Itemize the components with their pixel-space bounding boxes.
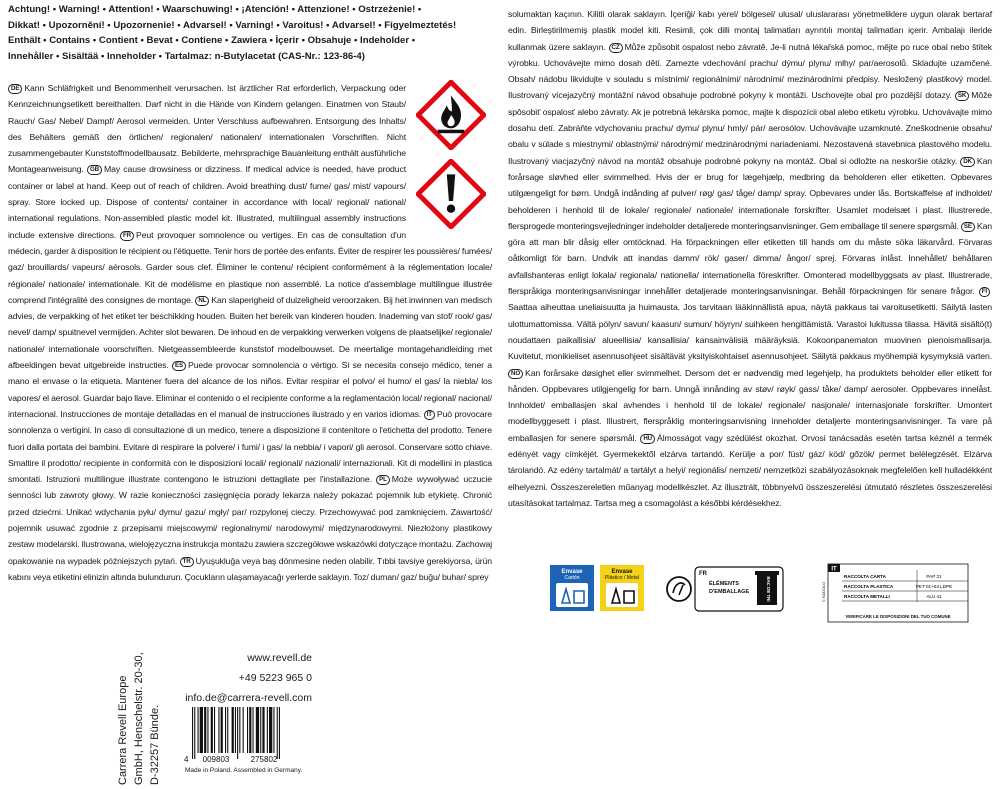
phone-number: +49 5223 965 0 bbox=[238, 672, 312, 684]
it-row-label: RACCOLTA METALLI bbox=[844, 594, 890, 599]
language-paragraph: Può provocare sonnolenza o vertigini. In caso di consultazione di un medico, tenere a disposizione il contenitore o l'etichetta del prodotto. Tenere fuori dalla portata dei bambini. Evitare di respirare la polvere/ i fumi/ i gas/ la nebbia/ i vapori/ gli aerosol. Conservare sotto chiave. Smaltire il prodotto/ recipiente in conformità con le disposizioni locali/ regionali/ nazionali/ internazionali. Kit di modellini in plastica smontati. Istruzioni multilingue illustrate contengono le istruzioni dettagliate per l'installazione. bbox=[8, 408, 492, 485]
made-in-note: Made in Poland. Assembled in Germany. bbox=[185, 767, 303, 774]
language-code-badge: DK bbox=[960, 157, 975, 167]
language-code-badge: CZ bbox=[609, 43, 623, 53]
language-paragraph: Álmosságot vagy szédülést okozhat. Orvosi tanácsadás esetén tartsa kéznél a termék edényét vagy címkéjét. Gyermekektől elzárva tartandó. Kerülje a por/ füst/ gáz/ köd/ gőzök/ permet belélegzését. Elzárva tárolandó. Az edény tartalmát/ a tartályt a helyi/ regionális/ nemzeti/ nemzetközi szabályozásoknak megfelelően kell hulladékként elhelyezni. Összeszereletlen műanyag modellkészlet. Az illusztrált, többnyelvű összeszerelési útmutató részletes összeszerelési utasításokat tartalmaz. Tartsa meg a csomagolást a későbbi kérdésekhez. bbox=[508, 432, 992, 508]
language-paragraph: May cause drowsiness or dizziness. If medical advice is needed, have product container or label at hand. Keep out of reach of children. Avoid breathing dust/ fume/ gas/ mist/ vapours/ spray. Store locked up. Dispose of contents/ container in accordance with local/ regional/ national/ international regulations. Non-assembled plastic model kit. Illustrated, multilingual assembly instructions include extensive directions. bbox=[8, 164, 406, 240]
pictogram-spacer bbox=[406, 80, 492, 230]
website-link[interactable]: www.revell.de bbox=[247, 652, 312, 664]
language-paragraph: Kann Schläfrigkeit und Benommenheit verursachen. Ist ärztlicher Rat erforderlich, Verpackung oder Kennzeichnungsetikett bereithalten. Darf nicht in die Hände von Kindern gelangen. Einatmen von Staub/ Rauch/ Gas/ Nebel/ Dampf/ Aerosol vermeiden. Unter Verschluss aufbewahren. Entsorgung des Inhalts/ des Behälters gemäß den örtlichen/ regionalen/ nationalen/ internationalen Vorschriften. Nicht zusammengebauter Kunststoffmodellbausatz. Bebilderte, mehrsprachige Bauanleitung enthält ausführliche Montageanweisung. bbox=[8, 83, 406, 175]
svg-text:275802: 275802 bbox=[250, 755, 278, 764]
language-paragraph: Może wywoływać uczucie senności lub zawroty głowy. W razie konieczności zasięgnięcia porady lekarza należy pokazać pojemnik lub etykietę. Chronić przed dziećmi. Unikać wdychania pyłu/ dymu/ gazu/ mgły/ par/ rozpylonej cieczy. Przechowywać pod zamknięciem. Zawartość/ pojemnik usuwać zgodnie z przepisami miejscowymi/ regionalnymi/ narodowymi/ międzynarodowymi. Niezłożony plastikowy zestaw modelarski. Ilustrowana, wielojęzyczna instrukcja montażu zawiera szczegółowe wskazówki dotyczące montażu. Zachowaj opakowanie na wypadek późniejszych pytań. bbox=[8, 474, 492, 566]
language-code-badge: NL bbox=[195, 296, 209, 306]
language-code-badge: IT bbox=[424, 410, 435, 420]
right-column-text bbox=[508, 6, 992, 511]
svg-text:D'EMBALLAGE: D'EMBALLAGE bbox=[709, 589, 750, 595]
address-line: GmbH, Henschelstr. 20-30, bbox=[133, 652, 145, 785]
language-code-badge: ES bbox=[172, 361, 186, 371]
language-code-badge: SK bbox=[955, 91, 969, 101]
svg-text:Envase: Envase bbox=[611, 569, 633, 575]
svg-text:4: 4 bbox=[184, 755, 189, 764]
language-code-badge: HU bbox=[640, 434, 655, 444]
language-paragraph: Kan slaperigheid of duizeligheid veroorzaken. Bij het inwinnen van medisch advies, de verpakking of het etiket ter beschikking houden. Buiten het bereik van kinderen houden. Inademing van stof/ rook/ gas/ nevel/ damp/ spuitnevel vermijden. Achter slot bewaren. De inhoud en de verpakking verwerken volgens de plaatselijke/ regionale/ nationale/ internationale voorschriften. Nietgeassembleerde kunststof modelbouwset. De meertalige montagehandleiding met afbeeldingen bevat uitgebreide instructies. bbox=[8, 294, 492, 371]
it-row-label: RACCOLTA CARTA bbox=[844, 574, 886, 579]
it-row-code: PET 01+04 LDPE bbox=[915, 584, 953, 589]
language-paragraph: solumaktan kaçının. Kilitli olarak saklayın. İçeriği/ kabı yerel/ bölgesel/ ulusal/ uluslararası yönetmeliklere uygun olarak bertaraf edin. Birleştirilmemiş plastik model kiti. Resimli, çok dilli montaj talimatları ayrıntılı montaj talimatları içerir. Ambalajı ileride kullanmak üzere saklayın. bbox=[508, 9, 992, 52]
language-code-badge: SE bbox=[961, 222, 975, 232]
recycle-box-carton bbox=[550, 565, 594, 611]
svg-text:VERIFICARE LE DISPOSIZIONI DEL: VERIFICARE LE DISPOSIZIONI DEL TUO COMUNE bbox=[845, 614, 951, 619]
warning-header-line: Enthält • Contains • Contient • Bevat • Contiene • Zawiera • İçerir • Obsahuje • Indeholder • bbox=[8, 35, 416, 47]
warning-header bbox=[8, 2, 490, 64]
language-code-badge: PL bbox=[376, 475, 390, 485]
language-code-badge: GB bbox=[87, 165, 102, 175]
language-paragraph: Peut provoquer somnolence ou vertiges. En cas de consultation d'un médecin, garder à disposition le récipient ou l'étiquette. Tenir hors de portée des enfants. Éviter de respirer les poussières/ fumées/ gaz/ brouillards/ vapeurs/ aérosols. Garder sous clef. Éliminer le contenu/ récipient conformément à la réglementation locale/ régionale/ nationale/ internationale. Kit de modélisme en plastique non assemblé. La notice d'assemblage multilingue illustrée comprend l'intégralité des consignes de montage. bbox=[8, 229, 492, 305]
language-code-badge: TR bbox=[180, 557, 194, 567]
language-code-badge: FI bbox=[979, 287, 990, 297]
triman-label bbox=[665, 565, 785, 613]
it-row-code: PAP 21 bbox=[926, 574, 942, 579]
warning-header-line: Innehåller • Sisältää • Inneholder • Tartalmaz: n-Butylacetat (CAS-Nr.: 123-86-4) bbox=[8, 50, 365, 62]
language-code-badge: FR bbox=[120, 231, 134, 241]
language-paragraph: Saattaa aiheuttaa uneliaisuutta ja huimausta. Jos tarvitaan lääkinnällistä apua, näytä pakkaus tai varoitusetiketti. Säilytä lasten ulottumattomissa. Vältä pölyn/ savun/ kaasun/ sumun/ höyryn/ suihkeen hengittämistä. Varastoi lukitussa tilassa. Hävitä sisältö(t) noudattaen paikallisia/ alueellisia/ kansallisia/ kansainvälisiä määräyksiä. Kokoonpanematon muovinen pienoismallisarja. Kuvitetut, monikieliset asennusohjeet sisältävät yksityiskohtaiset asennusohjeet. Säilytä pakkaus myöhempiä kysymyksiä varten. bbox=[508, 302, 992, 362]
language-paragraph: Kan forårsake døsighet eller svimmelhet. Dersom det er nødvendig med legehjelp, ha produktets beholder eller etikett for hånden. Oppbevares utilgjengelig for barn. Unngå innånding av støv/ røyk/ gass/ tåke/ damp/ aerosoler. Oppbevares innelåst. Innholdet/ emballasjen skal avhendes i henhold til de lokale/ regionale/ nasjonale/ internasjonale forskrifter. Umontert modellbyggesett i plast. Illustrert, flerspråklig monteringsanvisning inneholder detaljerte monteringsanvisninger. Ta vare på emballasjen for senere spørsmål. bbox=[508, 367, 992, 443]
address-line: D-32257 Bünde. bbox=[149, 704, 161, 785]
language-code-badge: DE bbox=[8, 84, 22, 94]
svg-text:Envase: Envase bbox=[561, 569, 583, 575]
language-paragraph: Puede provocar somnolencia o vértigo. Si se necesita consejo médico, tener a mano el envase o la etiqueta. Mantener fuera del alcance de los niños. Evitar respirar el polvo/ el humo/ el gas/ la niebla/ los vapores/ el aerosol. Guardar bajo llave. Eliminar el contenido o el recipiente conforme a la reglamentación local/ regional/ nacional/ internacional. Instrucciones de montaje detalladas en el manual de instrucciones ilustrado y en varios idiomas. bbox=[8, 360, 492, 419]
svg-text:IT: IT bbox=[831, 566, 837, 573]
left-column-text bbox=[8, 80, 492, 585]
language-paragraph: Uyuşukluğa veya baş dönmesine neden olabilir. Tıbbi tavsiye gerekiyorsa, ürün kabını veya etiketini elinizin altında bulundurun. Çocukların ulaşamayacağı yerlerde saklayın. Toz/ duman/ gaz/ buğu/ buhar/ sprey bbox=[8, 555, 492, 582]
it-row-code: ALU 41 bbox=[926, 594, 942, 599]
language-paragraph: Může způsobit ospalost nebo závratě. Je-li nutná lékařská pomoc, mějte po ruce obal nebo štítek výrobku. Uchovávejte mimo dosah dětí. Zamezte vdechování prachu/ dýmu/ plynu/ mlhy/ par/aerosolů. Skladujte uzamčené. Obsah/ nádobu likvidujte v souladu s místními/ regionálními/ národními/ mezinárodními předpisy. Nesložený plastikový model. Ilustrovaný vícejazyčný montážní návod obsahuje podrobné pokyny k montáži. Uschovejte obal pro pozdější dotazy. bbox=[508, 41, 992, 101]
language-paragraph: Kan forårsage sløvhed eller svimmelhed. Hvis der er brug for lægehjælp, medbring da beholderen eller etiketten. Opbevares utilgængeligt for børn. Undgå indånding af pulver/ røg/ gas/ tåge/ damp/ spray. Opbevares under lås. Bortskaffelse af indholdet/ beholderen i henhold til de lokale/ regionale/ nationale/ internationale forskrifter. Usamlet modelsæt i plast. Illustrerede, flersprogede monteringsvejledninger indeholder detaljerede monteringsanvisninger. Gem emballage til senere spørgsmål. bbox=[508, 155, 992, 231]
language-paragraph: Kan göra att man blir dåsig eller omtöcknad. Ha förpackningen eller etiketten till hands om du måste söka läkarvård. Förvaras oåtkomligt för barn. Undvik att inandas damm/ rök/ gaser/ dimma/ ångor/ sprej. Förvaras inlåst. Innehållet/ behållaren avfallshanteras enligt lokala/ regionala/ nationella/ internationella föreskrifter. Omonterad modellbyggsats av plast. Illustrerade, flerspråkiga monteringsanvisningar innehåller detaljerade monteringsanvisningar. Behåll förpackningen för senare frågor. bbox=[508, 220, 992, 297]
svg-text:Plástico / Metal: Plástico / Metal bbox=[605, 575, 639, 581]
email-link[interactable]: info.de@carrera-revell.com bbox=[185, 692, 312, 704]
language-code-badge: NO bbox=[508, 369, 523, 379]
svg-text:ÉLÉMENTS: ÉLÉMENTS bbox=[709, 581, 739, 587]
warning-header-line: Achtung! • Warning! • Attention! • Waarschuwing! • ¡Atención! • Attenzione! • Ostrzeżenie! • bbox=[8, 4, 422, 15]
svg-text:© NUDOLO: © NUDOLO bbox=[822, 581, 826, 602]
svg-text:Cartón: Cartón bbox=[564, 575, 580, 581]
address-line: Carrera Revell Europe bbox=[117, 675, 129, 785]
ean-barcode bbox=[182, 705, 302, 765]
svg-text:FR: FR bbox=[699, 571, 707, 577]
it-row-label: RACCOLTA PLASTICA bbox=[844, 584, 894, 589]
contact-block bbox=[180, 648, 312, 708]
warning-header-line: Dikkat! • Upozornění! • Upozornenie! • Advarsel! • Varning! • Varoitus! • Advarsel! • Figyelmeztetés! bbox=[8, 19, 457, 31]
svg-text:BAC DE TRI: BAC DE TRI bbox=[766, 576, 771, 602]
language-paragraph: Môže spôsobiť ospalosť alebo závraty. Ak je potrebná lekárska pomoc, majte k dispozícii obal alebo etiketu výrobku. Uchovávajte mimo dosahu detí. Zabráňte vdychovaniu prachu/ dymu/ plynu/ hmly/ pár/ aerosólov. Uchovávajte uzamknuté. Zneškodnenie obsahu/ obalu v súlade s miestnymi/ oblastnými/ národnými/ medzinárodnými nariadeniami. Nezostavená stavebnica plastového modelu. Ilustrovaný viacjazyčný návod na montáž obsahuje podrobné pokyny na montáž. Obal si odložte na neskoršie otázky. bbox=[508, 90, 992, 166]
italy-recycling-label bbox=[822, 562, 972, 624]
svg-text:009803: 009803 bbox=[202, 755, 230, 764]
recycling-boxes bbox=[548, 563, 648, 613]
recycle-box-plastic bbox=[600, 565, 644, 611]
